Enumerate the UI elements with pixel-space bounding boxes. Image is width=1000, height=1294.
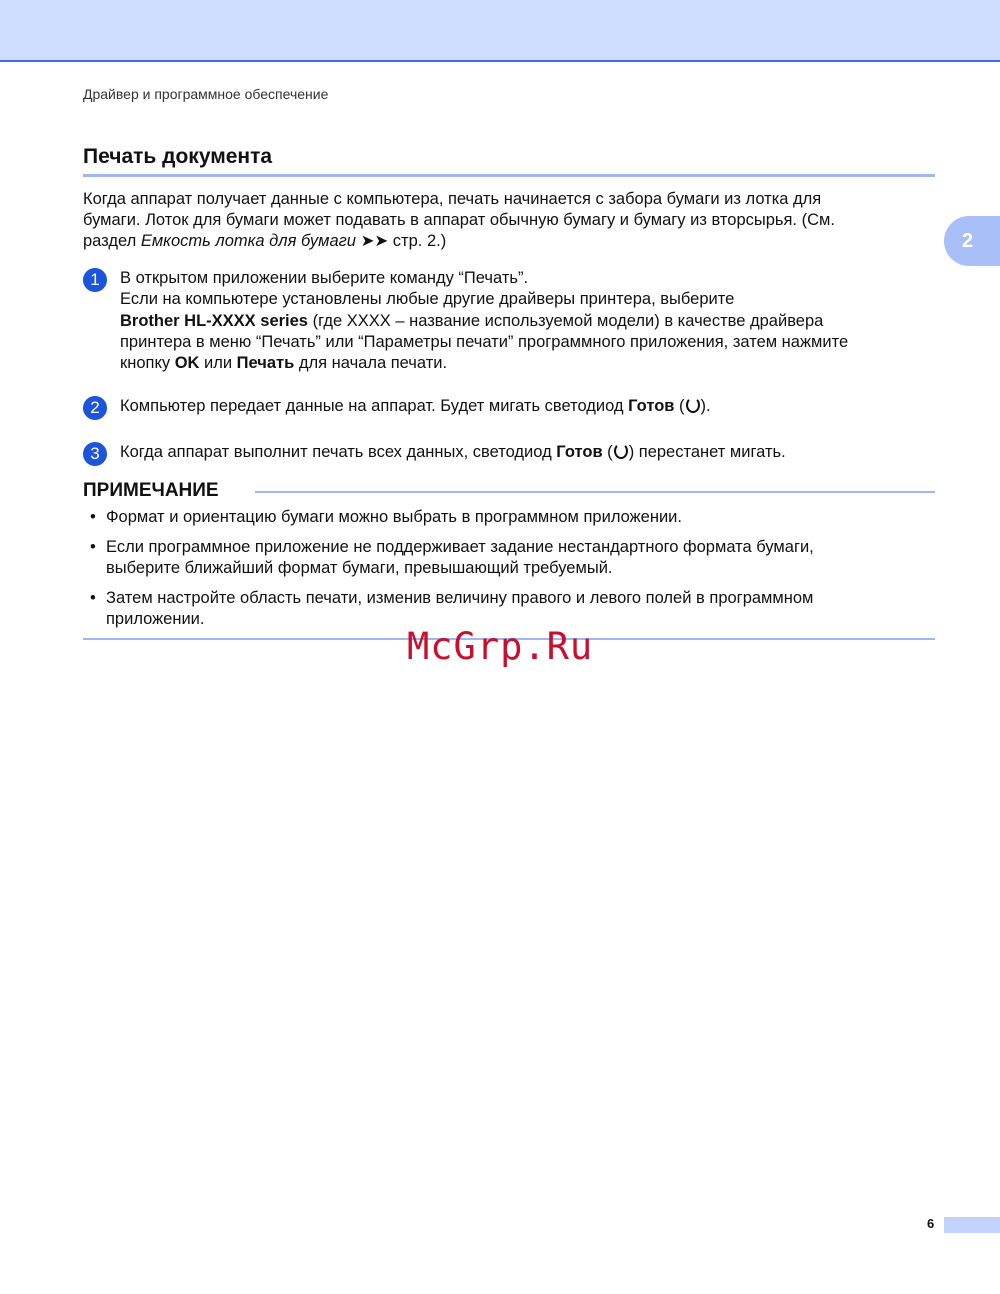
watermark: McGrp.Ru [407, 625, 594, 668]
intro-line: бумаги. Лоток для бумаги может подавать в аппарат обычную бумагу и бумагу из вторсырья. (См. [83, 211, 835, 229]
double-arrow-icon: ➤➤ [360, 232, 389, 250]
cross-reference-link[interactable]: Емкость лотка для бумаги [140, 232, 356, 250]
header-band [0, 0, 1000, 62]
note-text: Если программное приложение не поддерживает задание нестандартного формата бумаги, [106, 538, 814, 556]
step-text-part: кнопку [120, 354, 175, 373]
bullet-icon: • [90, 538, 96, 556]
running-head: Драйвер и программное обеспечение [83, 86, 329, 102]
page-number: 6 [927, 1216, 935, 1231]
intro-ref-suffix: стр. 2.) [388, 232, 447, 250]
step-text [120, 353, 930, 374]
ready-led-icon [614, 443, 628, 459]
note-text: Формат и ориентацию бумаги можно выбрать в программном приложении. [106, 508, 682, 526]
intro-paragraph [83, 189, 933, 252]
step-text-part: ( [602, 443, 613, 461]
step-text-part: ( [674, 397, 685, 415]
ready-led-label: Готов [556, 443, 603, 461]
bullet-icon: • [90, 589, 96, 607]
title-rule [83, 174, 935, 177]
step-text [120, 442, 930, 463]
ok-button-label: OK [174, 354, 200, 373]
step-text [120, 396, 930, 417]
note-title: ПРИМЕЧАНИЕ [83, 480, 219, 501]
step-text: Если на компьютере установлены любые другие драйверы принтера, выберите [120, 290, 735, 309]
step-number-badge: 3 [83, 442, 107, 466]
step-text: принтера в меню “Печать” или “Параметры печати” программного приложения, затем нажмите [120, 332, 849, 351]
step-body [120, 396, 930, 417]
step-body [120, 442, 930, 463]
note-item [90, 537, 935, 579]
step-text-rest: (где XXXX – название используемой модели) в качестве драйвера [307, 311, 824, 330]
intro-ref-line [83, 231, 933, 252]
ready-led-icon [686, 397, 700, 413]
ready-led-label: Готов [628, 397, 675, 415]
note-text: Затем настройте область печати, изменив величину правого и левого полей в программном [106, 589, 814, 607]
step-text-part: Когда аппарат выполнит печать всех данных, светодиод [120, 443, 557, 461]
intro-line: Когда аппарат получает данные с компьютера, печать начинается с забора бумаги из лотка для [83, 190, 822, 208]
step-text-part: ). [700, 397, 711, 415]
bullet-icon: • [90, 508, 96, 526]
model-name: Brother HL-XXXX series [120, 311, 308, 330]
step-text-part: Компьютер передает данные на аппарат. Будет мигать светодиод [120, 397, 629, 415]
chapter-tab: 2 [944, 216, 1000, 266]
step-text: В открытом приложении выберите команду “Печать”. [120, 269, 529, 287]
page-tab [944, 1217, 1000, 1233]
step-text [120, 311, 930, 332]
step-text-part: для начала печати. [294, 354, 448, 373]
note-item [90, 507, 935, 528]
note-text: приложении. [106, 610, 205, 628]
step-text-part: ) перестанет мигать. [628, 443, 786, 461]
note-list [90, 507, 935, 639]
step-body [120, 268, 930, 374]
step-text-part: или [199, 354, 237, 373]
intro-ref-prefix: раздел [83, 232, 141, 250]
section-title: Печать документа [83, 145, 273, 168]
step-number-badge: 2 [83, 396, 107, 420]
print-button-label: Печать [236, 354, 295, 373]
note-text: выберите ближайший формат бумаги, превышающий требуемый. [106, 559, 613, 577]
step-number-badge: 1 [83, 268, 107, 292]
note-rule-top [255, 491, 935, 493]
note-item [90, 588, 935, 630]
